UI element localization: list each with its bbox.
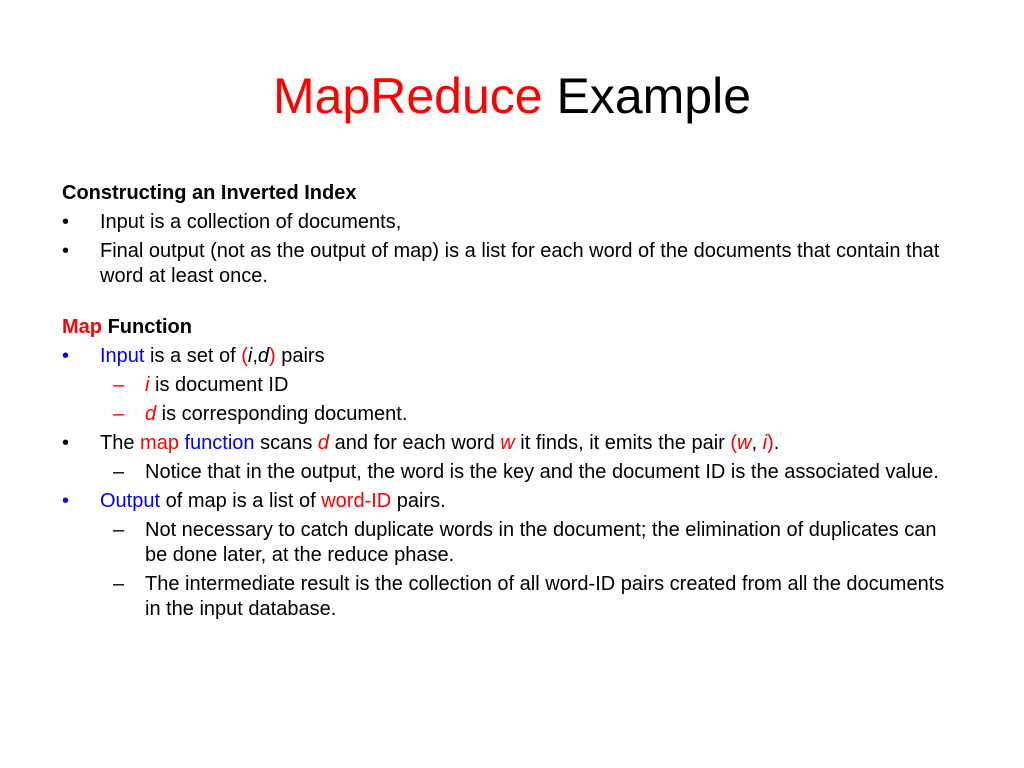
var-w: w: [500, 432, 515, 454]
dash-marker: –: [113, 573, 125, 595]
sub-bullet-i-document-id: [62, 373, 962, 398]
section-heading-inverted-index: Constructing an Inverted Index: [62, 182, 357, 204]
sub-bullet-duplicates: [62, 518, 962, 568]
sub-bullet-text: Notice that in the output, the word is the key and the document ID is the associated value.: [145, 461, 939, 483]
sub-bullet-key-value-note: [62, 460, 962, 485]
function-word: function: [184, 432, 255, 454]
bullet-marker: •: [62, 432, 70, 454]
spacer: [62, 289, 962, 315]
var-i: i: [247, 345, 253, 367]
title-mapreduce: MapReduce: [272, 68, 543, 124]
var-i: i: [762, 432, 768, 454]
bullet-text: Output of map is a list of word-ID pairs.: [100, 490, 446, 512]
heading-map-word: Map: [62, 316, 102, 338]
bullet-text: Input is a set of (i,d) pairs: [100, 345, 325, 367]
input-word: Input: [100, 345, 145, 367]
dash-marker: –: [113, 461, 125, 483]
bullet-input-pairs: [62, 344, 962, 369]
bullet-marker: •: [62, 211, 70, 233]
var-d: d: [145, 403, 157, 425]
var-w: w: [737, 432, 752, 454]
sub-bullet-text: The intermediate result is the collection of all word-ID pairs created from all the documents in the input database.: [145, 573, 945, 620]
title-example: Example: [556, 68, 752, 124]
dash-marker: –: [113, 519, 125, 541]
dash-marker: –: [113, 374, 125, 396]
bullet-marker: •: [62, 490, 70, 512]
var-d: d: [317, 432, 330, 454]
bullet-text: Final output (not as the output of map) is a list for each word of the documents that contain that word at least once.: [100, 240, 940, 287]
sub-bullet-d-document: [62, 402, 962, 427]
sub-bullet-text: i is document ID: [145, 374, 289, 396]
var-i: i: [145, 374, 150, 396]
bullet-text: The map function scans d and for each word w it finds, it emits the pair (w, i).: [100, 432, 780, 454]
bullet-marker: •: [62, 345, 70, 367]
slide-body: [62, 181, 962, 622]
sub-bullet-text: d is corresponding document.: [145, 403, 408, 425]
bullet-marker: •: [62, 240, 70, 262]
bullet-final-output: [62, 239, 962, 289]
heading-function-word: Function: [107, 316, 192, 338]
map-word: map: [140, 432, 179, 454]
section-heading-map-function: [62, 315, 962, 340]
var-d: d: [257, 345, 270, 367]
bullet-map-function-scans: [62, 431, 962, 456]
sub-bullet-text: Not necessary to catch duplicate words in the document; the elimination of duplicates can be done later, at the reduce phase.: [145, 519, 937, 566]
sub-bullet-intermediate-result: [62, 572, 962, 622]
bullet-output-of-map: [62, 489, 962, 514]
dash-marker: –: [113, 403, 125, 425]
output-word: Output: [100, 490, 161, 512]
bullet-input-collection: [62, 210, 962, 235]
bullet-text: Input is a collection of documents,: [100, 211, 402, 233]
word-id-term: word-ID: [321, 490, 392, 512]
slide-title: [0, 64, 1024, 128]
